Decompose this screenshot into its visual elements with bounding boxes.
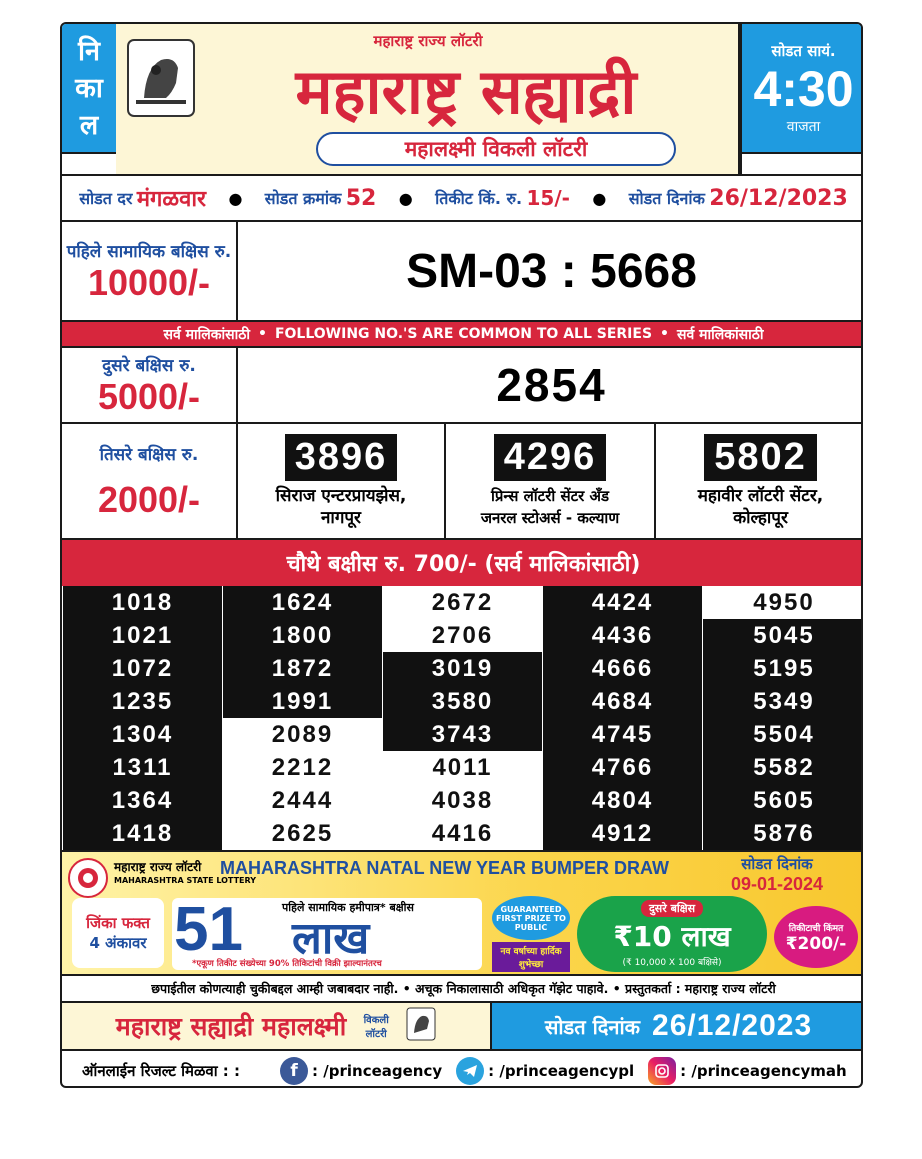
ad-win-box [72, 898, 164, 968]
draw-time-box [740, 24, 863, 152]
fourth-prize-number: 3743 [382, 718, 542, 751]
fourth-prize-number: 1021 [62, 619, 222, 652]
ad-state-en: MAHARASHTRA STATE LOTTERY [114, 876, 257, 885]
telegram-handle[interactable]: : /princeagencypl [488, 1061, 635, 1080]
facebook-handle[interactable]: : /princeagency [312, 1061, 443, 1080]
fourth-prize-number: 3019 [382, 652, 542, 685]
subtitle-pill [316, 132, 676, 166]
fourth-prize-number: 4436 [542, 619, 702, 652]
fourth-prize-number: 4416 [382, 817, 542, 850]
fourth-prize-column [382, 586, 542, 850]
fourth-prize-number: 5349 [702, 685, 863, 718]
state-lottery-label: महाराष्ट्र राज्य लॉटरी [373, 32, 483, 50]
third-prize-winner [238, 424, 446, 538]
ad-second-label: दुसरे बक्षिस [641, 900, 703, 917]
fourth-prize-number: 2444 [222, 784, 382, 817]
bumper-ad [62, 850, 863, 976]
ad-second-prize-box [577, 896, 767, 972]
second-prize-number: 2854 [238, 346, 863, 424]
disclaimer: छपाईतील कोणत्याही चुकीबद्दल आम्ही जबाबदार नाही. • अचूक निकालासाठी अधिकृत गॅझेट पाहावे. • प्रस्तुतकर्ता : महाराष्ट्र राज्य लॉटरी [62, 976, 863, 1003]
ad-ticket-price: ₹200/- [785, 933, 847, 954]
fourth-prize-number: 3580 [382, 685, 542, 718]
footer-brand: महाराष्ट्र सह्याद्री महालक्ष्मी [115, 1012, 347, 1041]
first-prize-amount: 10000/- [87, 261, 211, 303]
page-title: महाराष्ट्र सह्याद्री [295, 55, 637, 128]
fourth-prize-number: 2089 [222, 718, 382, 751]
footer-date-box [492, 1003, 863, 1051]
fourth-prize-number: 4011 [382, 751, 542, 784]
agent-line2: जनरल स्टोअर्स - कल्याण [480, 508, 620, 527]
fourth-prize-number: 4766 [542, 751, 702, 784]
fourth-prize-number: 5045 [702, 619, 863, 652]
ad-draw-date: 09-01-2024 [730, 874, 824, 894]
state-lottery-seal-icon [68, 858, 108, 898]
fourth-prize-number: 4666 [542, 652, 702, 685]
subtitle: महालक्ष्मी विकली लॉटरी [404, 137, 588, 161]
date-label: सोडत दिनांक [628, 189, 705, 208]
banner-center: FOLLOWING NO.'S ARE COMMON TO ALL SERIES [274, 326, 653, 342]
fourth-prize-number: 5876 [702, 817, 863, 850]
third-prize-amount: 2000/- [97, 478, 201, 520]
fourth-prize-number: 4804 [542, 784, 702, 817]
price-label: तिकीट किं. रु. [435, 189, 523, 208]
second-prize-label: दुसरे बक्षिस रु. [102, 355, 196, 376]
instagram-handle[interactable]: : /princeagencymah [680, 1061, 847, 1080]
footer-date: 26/12/2023 [652, 1009, 813, 1042]
fourth-prize-number: 2625 [222, 817, 382, 850]
draw-day: मंगळवार [136, 187, 207, 212]
fourth-prize-number: 4745 [542, 718, 702, 751]
fourth-prize-number: 1072 [62, 652, 222, 685]
fourth-prize-number: 4038 [382, 784, 542, 817]
agent-line1: प्रिन्स लॉटरी सेंटर अँड [490, 486, 609, 505]
bullet: ● [398, 188, 413, 208]
ad-win-label2: 4 अंकावर [89, 934, 147, 952]
ad-first-label: पहिले सामायिक हमीपात्र* बक्षीस [282, 901, 414, 914]
third-prize-label-cell [62, 424, 238, 538]
agent-line2: कोल्हापूर [733, 507, 788, 528]
fourth-prize-grid [62, 586, 863, 850]
first-prize-label: पहिले सामायिक बक्षिस रु. [66, 241, 232, 262]
ad-ticket-label: तिकीटाची किंमत [788, 923, 844, 934]
first-prize-number: SM-03 : 5668 [238, 222, 863, 322]
fourth-prize-column [62, 586, 222, 850]
agent-line2: नागपूर [320, 507, 362, 528]
bullet: • [660, 326, 669, 342]
fourth-prize-number: 5605 [702, 784, 863, 817]
bullet: ● [592, 188, 607, 208]
ad-guaranteed-seal: GUARANTEED FIRST PRIZE TO PUBLIC [492, 896, 570, 940]
footer-brand-box [62, 1003, 492, 1051]
fourth-prize-number: 1418 [62, 817, 222, 850]
second-prize-label-cell [62, 346, 238, 424]
ad-big-amount: 51 [174, 895, 243, 964]
fourth-prize-number: 5504 [702, 718, 863, 751]
fourth-prize-column [542, 586, 702, 850]
draw-time-label: सोडत सायं. [771, 41, 836, 60]
ad-draw-date-label: सोडत दिनांक [741, 855, 813, 873]
bullet: ● [228, 188, 243, 208]
nikal-char: का [75, 72, 103, 104]
ticket-price: 15/- [526, 186, 570, 210]
third-prize-winner [446, 424, 656, 538]
banner-right: सर्व मालिकांसाठी [676, 326, 764, 343]
ad-draw-date-box [692, 854, 862, 895]
header-main [116, 24, 740, 174]
ad-greeting: नव वर्षाच्या हार्दिक शुभेच्छा [492, 942, 570, 972]
fourth-prize-number: 1364 [62, 784, 222, 817]
common-series-banner [62, 322, 863, 346]
ad-second-note: (₹ 10,000 X 100 बक्षिसे) [622, 958, 722, 968]
telegram-icon[interactable] [456, 1057, 484, 1085]
ad-first-prize-box [172, 895, 482, 970]
third-prize-label: तिसरे बक्षिस रु. [99, 444, 199, 465]
footer-date-label: सोडत दिनांक [544, 1014, 641, 1039]
draw-date: 26/12/2023 [709, 185, 848, 211]
ad-footnote: *एकूण तिकीट संख्येच्या 90% तिकिटांची विक्री झाल्यानंतरच [192, 959, 382, 969]
second-prize-amount: 5000/- [97, 375, 201, 417]
banner-left: सर्व मालिकांसाठी [163, 326, 251, 343]
fourth-prize-number: 1800 [222, 619, 382, 652]
footer-emblem-icon [406, 1007, 436, 1045]
fourth-prize-column [702, 586, 863, 850]
fourth-prize-number: 2706 [382, 619, 542, 652]
fourth-prize-number: 1018 [62, 586, 222, 619]
draw-info-row [62, 174, 863, 222]
fourth-prize-number: 4424 [542, 586, 702, 619]
fourth-prize-number: 5582 [702, 751, 863, 784]
ad-title: MAHARASHTRA NATAL NEW YEAR BUMPER DRAW [220, 858, 669, 878]
fourth-prize-number: 4950 [702, 586, 863, 619]
fourth-prize-number: 4684 [542, 685, 702, 718]
footer-brand-small: विकली लॉटरी [363, 1015, 389, 1040]
fourth-prize-number: 5195 [702, 652, 863, 685]
fourth-prize-column [222, 586, 382, 850]
fourth-prize-number: 1872 [222, 652, 382, 685]
fourth-prize-number: 1311 [62, 751, 222, 784]
result-sheet [60, 22, 863, 1088]
third-prize-number: 5802 [704, 434, 817, 481]
fourth-prize-number: 4912 [542, 817, 702, 850]
ad-second-amount: ₹10 लाख [613, 920, 731, 953]
draw-no-label: सोडत क्रमांक [264, 189, 342, 208]
nikal-box [62, 24, 116, 152]
draw-time: 4:30 [753, 60, 854, 117]
facebook-icon[interactable]: f [280, 1057, 308, 1085]
fourth-prize-number: 1624 [222, 586, 382, 619]
third-prize-number: 3896 [285, 434, 398, 481]
fourth-prize-banner: चौथे बक्षीस रु. 700/- (सर्व मालिकांसाठी) [62, 538, 863, 586]
draw-day-label: सोडत दर [79, 189, 133, 208]
draw-no: 52 [345, 185, 377, 211]
nikal-char: ल [79, 109, 99, 141]
fourth-prize-number: 1304 [62, 718, 222, 751]
ad-state-hi: महाराष्ट्र राज्य लॉटरी [114, 860, 202, 874]
instagram-icon[interactable] [648, 1057, 676, 1085]
fourth-prize-number: 1991 [222, 685, 382, 718]
agent-line1: महावीर लॉटरी सेंटर, [697, 485, 824, 506]
draw-time-suffix: वाजता [786, 118, 821, 135]
fourth-prize-number: 1235 [62, 685, 222, 718]
fourth-prize-number: 2672 [382, 586, 542, 619]
third-prize-winner [656, 424, 863, 538]
ad-win-label1: जिंका फक्त [86, 914, 150, 932]
social-label: ऑनलाईन रिजल्ट मिळवा : : [82, 1061, 241, 1080]
fourth-prize-number: 2212 [222, 751, 382, 784]
social-row [62, 1051, 863, 1088]
bullet: • [258, 326, 267, 342]
ad-ticket-badge [774, 906, 858, 968]
ad-big-unit: लाख [292, 913, 370, 964]
third-prize-number: 4296 [494, 434, 607, 481]
nikal-char: नि [78, 35, 100, 67]
agent-line1: सिराज एन्टरप्रायझेस, [275, 485, 407, 506]
first-prize-label-cell [62, 222, 238, 322]
